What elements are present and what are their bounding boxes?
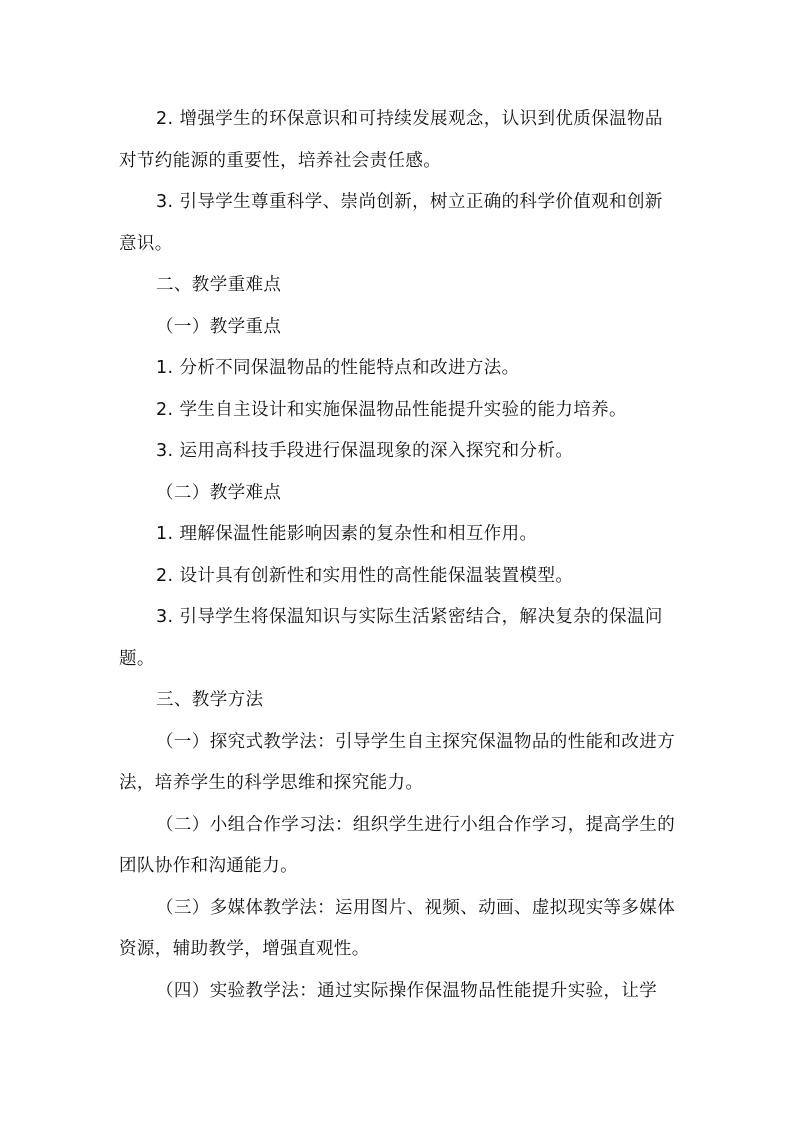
method-experiment: （四）实验教学法：通过实际操作保温物品性能提升实验，让学 bbox=[156, 980, 658, 1001]
document-body bbox=[119, 99, 679, 1012]
method-inquiry: （一）探究式教学法：引导学生自主探究保温物品的性能和改进方法，培养学生的科学思维和探究能力。 bbox=[119, 731, 676, 793]
subheading-key-points: （一）教学重点 bbox=[156, 316, 282, 337]
method-group-cooperation: （二）小组合作学习法：组织学生进行小组合作学习，提高学生的团队协作和沟通能力。 bbox=[119, 814, 676, 876]
section-heading-key-difficult-points: 二、教学重难点 bbox=[156, 275, 282, 295]
key-point-1: 1. 分析不同保温物品的性能特点和改进方法。 bbox=[156, 358, 520, 378]
difficult-point-1: 1. 理解保温性能影响因素的复杂性和相互作用。 bbox=[156, 524, 538, 544]
subheading-difficult-points: （二）教学难点 bbox=[156, 482, 282, 503]
key-point-2: 2. 学生自主设计和实施保温物品性能提升实验的能力培养。 bbox=[156, 399, 627, 420]
paragraph-goal-3: 3. 引导学生尊重科学、崇尚创新，树立正确的科学价值观和创新意识。 bbox=[119, 192, 663, 254]
method-multimedia: （三）多媒体教学法：运用图片、视频、动画、虚拟现实等多媒体资源，辅助教学，增强直观性。 bbox=[119, 897, 676, 959]
difficult-point-2: 2. 设计具有创新性和实用性的高性能保温装置模型。 bbox=[156, 565, 574, 586]
difficult-point-3: 3. 引导学生将保温知识与实际生活紧密结合，解决复杂的保温问题。 bbox=[119, 607, 663, 669]
paragraph-goal-2: 2. 增强学生的环保意识和可持续发展观念，认识到优质保温物品对节约能源的重要性，培养社会责任感。 bbox=[119, 109, 663, 171]
section-heading-teaching-methods: 三、教学方法 bbox=[156, 690, 264, 710]
key-point-3: 3. 运用高科技手段进行保温现象的深入探究和分析。 bbox=[156, 441, 574, 461]
